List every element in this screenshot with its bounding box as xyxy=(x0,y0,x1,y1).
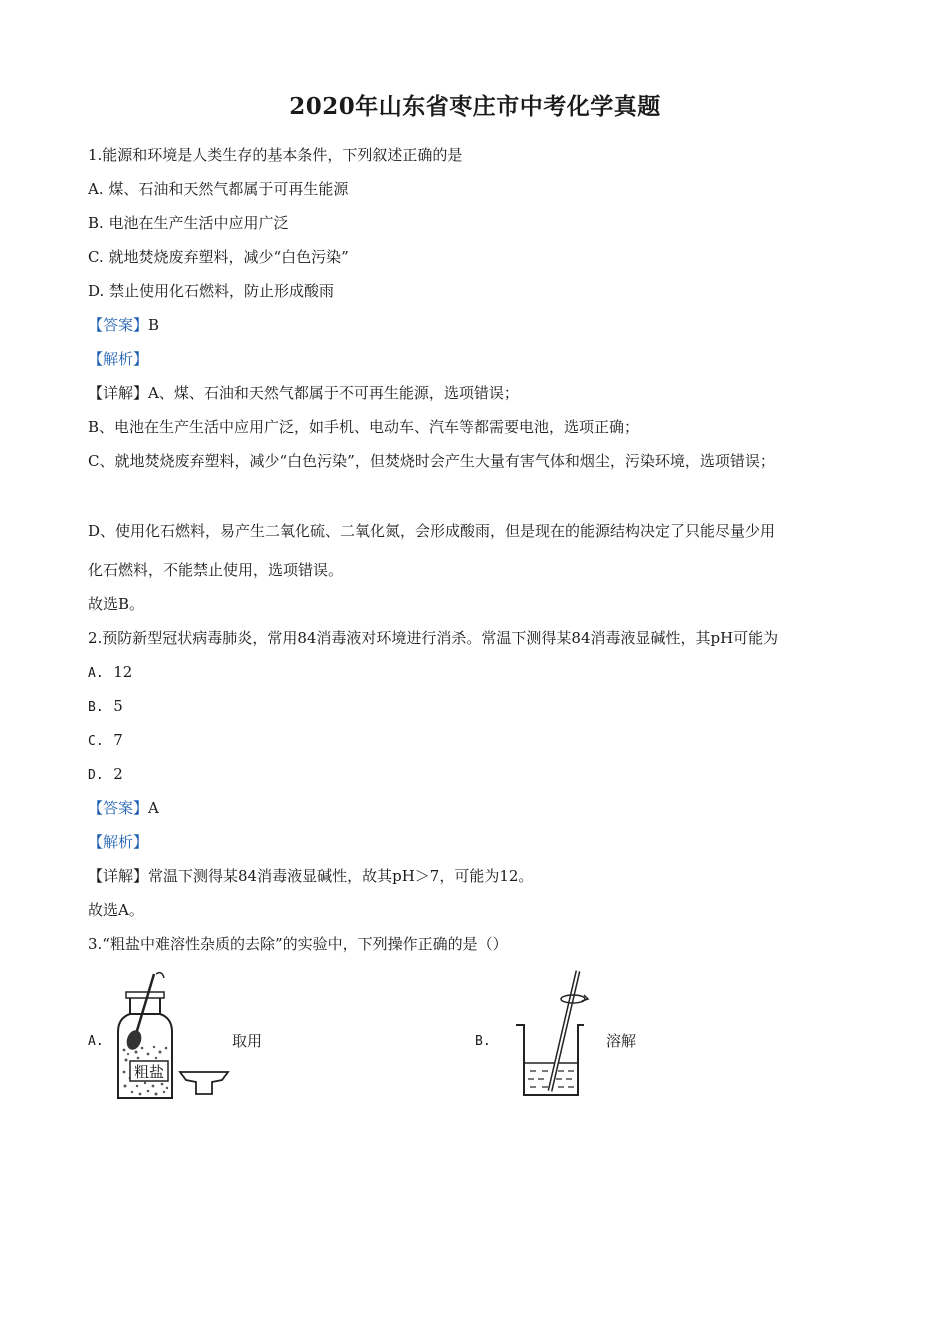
option-text: 7 xyxy=(113,731,123,749)
question-1-analysis-tag: 【解析】 xyxy=(88,350,149,368)
question-2-option-b xyxy=(88,696,123,718)
question-1-option-d: D. 禁止使用化石燃料，防止形成酸雨 xyxy=(88,282,335,300)
question-1-answer xyxy=(88,315,159,335)
detail-tag: 【详解】 xyxy=(88,867,149,885)
detail-line: A、煤、石油和天然气都属于不可再生能源，选项错误； xyxy=(148,384,519,402)
question-1-option-c: C. 就地焚烧废弃塑料，减少“白色污染” xyxy=(88,248,349,266)
question-1-detail-line: C、就地焚烧废弃塑料，减少“白色污染”，但焚烧时会产生大量有害气体和烟尘，污染环境，选项错误； xyxy=(88,452,775,470)
answer-value: A xyxy=(148,799,159,817)
question-2-detail xyxy=(88,866,533,886)
question-3-option-b-label: 溶解 xyxy=(606,1032,637,1050)
question-1-option-b: B. 电池在生产生活中应用广泛 xyxy=(88,214,289,232)
question-2-option-c xyxy=(88,730,123,752)
detail-tag: 【详解】 xyxy=(88,384,149,402)
question-1-detail xyxy=(88,383,519,403)
question-2-option-a xyxy=(88,662,132,684)
answer-tag: 【答案】 xyxy=(88,316,149,334)
question-2-answer xyxy=(88,798,159,818)
reagent-bottle-figure xyxy=(110,968,235,1104)
option-letter: A. xyxy=(88,666,104,681)
question-1-option-a: A. 煤、石油和天然气都属于可再生能源 xyxy=(88,180,349,198)
question-1-detail-line: 化石燃料，不能禁止使用，选项错误。 xyxy=(88,561,344,579)
question-3-option-a-label: 取用 xyxy=(232,1032,263,1050)
question-2-conclusion: 故选A。 xyxy=(88,901,144,919)
option-text: 5 xyxy=(113,697,123,715)
question-3-option-a-letter: A. xyxy=(88,1034,104,1049)
answer-tag: 【答案】 xyxy=(88,799,149,817)
option-text: 12 xyxy=(113,663,133,681)
detail-line: 常温下测得某84消毒液显碱性，故其pH＞7，可能为12。 xyxy=(148,867,534,885)
bottle-label: 粗盐 xyxy=(133,1063,165,1081)
answer-value: B xyxy=(148,316,160,334)
question-1-stem: 1.能源和环境是人类生存的基本条件，下列叙述正确的是 xyxy=(88,146,463,164)
question-1-detail-line: B、电池在生产生活中应用广泛，如手机、电动车、汽车等都需要电池，选项正确； xyxy=(88,418,640,436)
question-1-conclusion: 故选B。 xyxy=(88,595,145,613)
question-2-option-d xyxy=(88,764,123,786)
page-title: 2020年山东省枣庄市中考化学真题 xyxy=(289,93,661,120)
option-letter: D. xyxy=(88,768,104,783)
option-letter: C. xyxy=(88,734,104,749)
question-1-detail-line: D、使用化石燃料，易产生二氧化硫、二氧化氮，会形成酸雨，但是现在的能源结构决定了只能尽量少用 xyxy=(88,522,776,540)
beaker-figure xyxy=(510,965,600,1101)
question-3-stem: 3.“粗盐中难溶性杂质的去除”的实验中，下列操作正确的是（） xyxy=(88,935,508,953)
option-text: 2 xyxy=(113,765,123,783)
option-letter: B. xyxy=(88,700,104,715)
question-3-option-b-letter: B. xyxy=(475,1034,491,1049)
question-2-analysis-tag: 【解析】 xyxy=(88,833,149,851)
question-2-stem: 2.预防新型冠状病毒肺炎，常用84消毒液对环境进行消杀。常温下测得某84消毒液显碱性，其pH可能为 xyxy=(88,629,779,647)
